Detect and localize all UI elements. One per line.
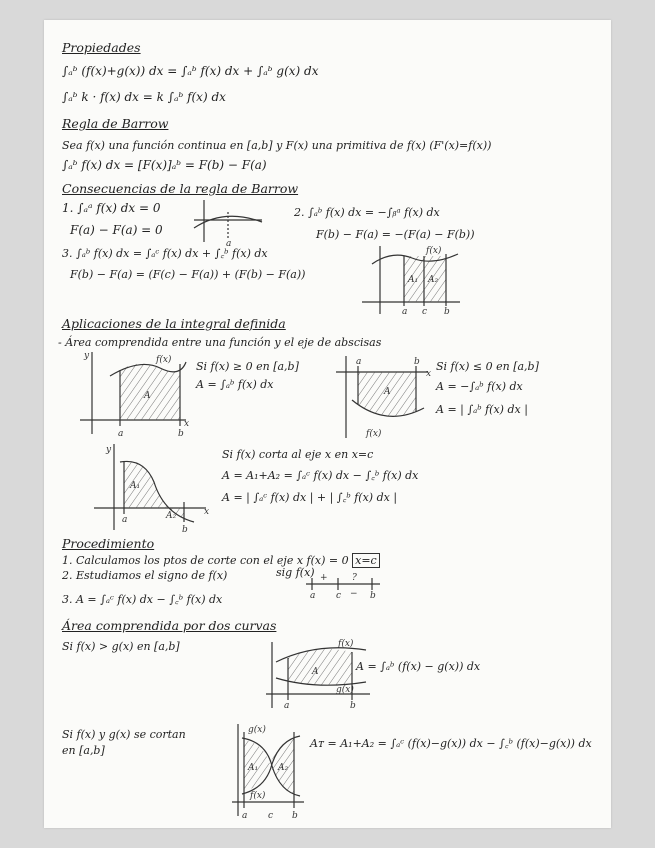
crossing-curves-condition: Si f(x) y g(x) se cortan xyxy=(62,728,186,741)
label-a: a xyxy=(122,515,128,525)
sign-chart xyxy=(306,572,386,600)
label-b: b xyxy=(182,525,188,535)
barrow-formula: ∫ₐᵇ f(x) dx = [F(x)]ₐᵇ = F(b) − F(a) xyxy=(62,158,267,172)
heading-consecuencias: Consecuencias de la regla de Barrow xyxy=(62,181,299,196)
label-x: x xyxy=(184,419,190,429)
label-b: b xyxy=(414,357,420,367)
label-A2: A₂ xyxy=(428,275,439,285)
crossing-condition: Si f(x) corta al eje x en x=c xyxy=(222,448,374,461)
label-A1: A₁ xyxy=(248,763,259,773)
crossing-curves-formula: Aᴛ = A₁+A₂ = ∫ₐᶜ (f(x)−g(x)) dx − ∫꜀ᵇ (f(x)−g(x)) dx xyxy=(310,737,592,750)
barrow-statement: Sea f(x) una función continua en [a,b] y F(x) una primitiva de f(x) (F'(x)=f(x)) xyxy=(62,139,492,152)
procedure-step-3: 3. A = ∫ₐᶜ f(x) dx − ∫꜀ᵇ f(x) dx xyxy=(62,593,223,606)
graph-positive-area xyxy=(80,350,190,438)
two-curves-condition: Si f(x) > g(x) en [a,b] xyxy=(62,640,180,653)
consequence-1: 1. ∫ₐᵃ f(x) dx = 0 xyxy=(62,201,161,215)
label-fx: f(x) xyxy=(366,429,382,439)
heading-aplicaciones: Aplicaciones de la integral definida xyxy=(62,316,286,331)
consequence-1-proof: F(a) − F(a) = 0 xyxy=(70,223,163,237)
label-fx: f(x) xyxy=(156,355,172,365)
label-A: A xyxy=(384,387,391,397)
label-A: A xyxy=(144,391,151,401)
label-b: b xyxy=(444,307,450,317)
procedure-step-2: 2. Estudiamos el signo de f(x) xyxy=(62,569,228,582)
label-A2: A₂ xyxy=(278,763,289,773)
label-fx: f(x) xyxy=(250,791,266,801)
consequence-2-proof: F(b) − F(a) = −(F(a) − F(b)) xyxy=(316,228,475,241)
sign-b: b xyxy=(370,591,376,601)
crossing-formula: A = A₁+A₂ = ∫ₐᶜ f(x) dx − ∫꜀ᵇ f(x) dx xyxy=(222,469,419,482)
label-A1: A₁ xyxy=(408,275,419,285)
label-a: a xyxy=(356,357,362,367)
crossing-curves-interval: en [a,b] xyxy=(62,744,105,757)
sign-a: a xyxy=(310,591,316,601)
label-A1: A₁ xyxy=(130,481,141,491)
label-b: b xyxy=(350,701,356,711)
label-a: a xyxy=(284,701,290,711)
negative-abs-formula: A = | ∫ₐᵇ f(x) dx | xyxy=(436,403,528,416)
consequence-3: 3. ∫ₐᵇ f(x) dx = ∫ₐᶜ f(x) dx + ∫꜀ᵇ f(x) dx xyxy=(62,247,268,260)
graph-negative-area xyxy=(336,354,432,440)
label-A: A xyxy=(312,667,319,677)
graph-crossing-curves xyxy=(232,722,308,822)
heading-procedimiento: Procedimiento xyxy=(62,536,155,551)
property-sum: ∫ₐᵇ (f(x)+g(x)) dx = ∫ₐᵇ f(x) dx + ∫ₐᵇ g(x) dx xyxy=(62,64,319,78)
sign-question: ? xyxy=(352,573,357,583)
sign-plus: + xyxy=(320,573,328,583)
graph-label-a: a xyxy=(226,239,232,249)
heading-barrow: Regla de Barrow xyxy=(62,116,169,131)
negative-formula: A = −∫ₐᵇ f(x) dx xyxy=(436,380,523,393)
consequence-3-proof: F(b) − F(a) = (F(c) − F(a)) + (F(b) − F(a)) xyxy=(70,268,306,281)
two-curves-formula: A = ∫ₐᵇ (f(x) − g(x)) dx xyxy=(356,660,481,673)
label-b: b xyxy=(292,811,298,821)
label-fx: f(x) xyxy=(338,639,354,649)
notebook-page xyxy=(44,20,611,828)
property-constant: ∫ₐᵇ k · f(x) dx = k ∫ₐᵇ f(x) dx xyxy=(62,90,226,104)
label-x: x xyxy=(426,369,432,379)
label-b: b xyxy=(178,429,184,439)
heading-dos-curvas: Área comprendida por dos curvas xyxy=(62,618,277,633)
procedure-step-1-box: x=c xyxy=(352,553,380,568)
consequence-2: 2. ∫ₐᵇ f(x) dx = −∫ᵦᵃ f(x) dx xyxy=(294,206,440,219)
label-a: a xyxy=(118,429,124,439)
sign-c: c xyxy=(336,591,342,601)
label-a: a xyxy=(242,811,248,821)
label-c: c xyxy=(268,811,274,821)
label-A2: A₂ xyxy=(166,511,177,521)
label-gx: g(x) xyxy=(336,685,354,695)
negative-condition: Si f(x) ≤ 0 en [a,b] xyxy=(436,360,539,373)
label-c: c xyxy=(422,307,428,317)
positive-formula: A = ∫ₐᵇ f(x) dx xyxy=(196,378,274,391)
label-gx: g(x) xyxy=(248,725,266,735)
label-fx: f(x) xyxy=(426,246,442,256)
label-x: x xyxy=(204,507,210,517)
procedure-step-1 xyxy=(62,554,380,567)
graph-additivity xyxy=(362,242,462,318)
crossing-abs-formula: A = | ∫ₐᶜ f(x) dx | + | ∫꜀ᵇ f(x) dx | xyxy=(222,491,398,504)
heading-propiedades: Propiedades xyxy=(62,40,141,55)
procedure-step-1-text: 1. Calculamos los ptos de corte con el eje x f(x) = 0 xyxy=(62,554,349,567)
graph-crossing-area xyxy=(94,442,214,534)
sign-minus: − xyxy=(350,589,358,599)
label-y: y xyxy=(84,351,90,361)
positive-condition: Si f(x) ≥ 0 en [a,b] xyxy=(196,360,299,373)
label-y: y xyxy=(106,445,112,455)
label-a: a xyxy=(402,307,408,317)
graph-two-curves xyxy=(266,638,372,710)
sign-label: sig f(x) xyxy=(276,566,315,579)
graph-same-limits xyxy=(194,198,264,249)
area-intro: - Área comprendida entre una función y el eje de abscisas xyxy=(58,336,382,349)
